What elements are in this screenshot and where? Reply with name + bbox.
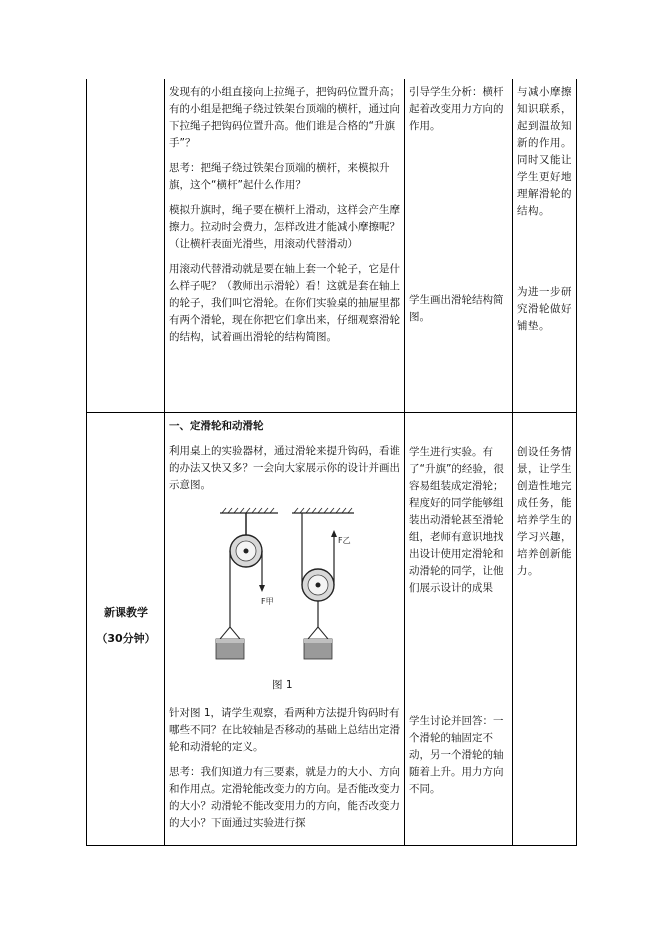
- row1-student-cell: [409, 84, 509, 141]
- row2-student-cell: [409, 444, 509, 603]
- column-divider-3: [512, 79, 513, 846]
- teacher-paragraph: 发现有的小组直接向上拉绳子，把钩码位置升高；有的小组是把绳子绕过铁架台顶端的横杆，通过向下拉绳子把钩码位置升高。他们谁是合格的“升旗手”？: [169, 86, 400, 149]
- intent-paragraph: 为进一步研究滑轮做好铺垫。: [517, 286, 572, 332]
- student-paragraph: 引导学生分析：横杆起着改变用力方向的作用。: [409, 86, 504, 132]
- column-divider-1: [164, 79, 165, 846]
- fixed-pulley: [230, 513, 265, 627]
- row-divider: [86, 412, 577, 413]
- force-label-fixed: F甲: [261, 597, 274, 606]
- pulley-figure: [212, 505, 362, 667]
- student-paragraph: 学生讨论并回答：一个滑轮的轴固定不动，另一个滑轮的轴随着上升。用力方向不同。: [409, 715, 504, 795]
- fixed-pulley-weight: [216, 627, 244, 659]
- teacher-paragraph: 针对图 1，请学生观察，看两种方法提升钩码时有哪些不同？在比较轴是否移动的基础上总结出定滑轮和动滑轮的定义。: [169, 707, 400, 753]
- stage-label: [88, 600, 164, 652]
- moving-pulley-weight: [304, 627, 332, 659]
- teacher-paragraph: 思考：把绳子绕过铁架台顶端的横杆，来模拟升旗，这个“横杆”起什么作用？: [169, 162, 390, 191]
- stage-time: （30分钟）: [96, 632, 156, 645]
- student-paragraph: 学生画出滑轮结构简图。: [409, 294, 504, 323]
- teacher-paragraph: 思考：我们知道力有三要素，就是力的大小、方向和作用点。定滑轮能改变力的方向。是否能改变力的大小？动滑轮不能改变用力的方向，能否改变力的大小？下面通过实验进行探: [169, 766, 400, 829]
- moving-pulley-ceiling: [292, 508, 354, 513]
- teacher-paragraph: 利用桌上的实验器材，通过滑轮来提升钩码，看谁的办法又快又多？一会向大家展示你的设计并画出示意图。: [169, 445, 400, 491]
- column-divider-2: [404, 79, 405, 846]
- force-label-moving: F乙: [338, 536, 351, 545]
- row1-teacher-cell: [169, 84, 400, 352]
- teacher-paragraph: 模拟升旗时，绳子要在横杆上滑动，这样会产生摩擦力。拉动时会费力，怎样改进才能减小摩擦呢？（让横杆表面光滑些，用滚动代替滑动）: [169, 204, 400, 250]
- intent-paragraph: 与减小摩擦知识联系，起到温故知新的作用。同时又能让学生更好地理解滑轮的结构。: [517, 86, 572, 217]
- teacher-paragraph: 用滚动代替滑动就是要在轴上套一个轮子，它是什么样子呢？（教师出示滑轮）看！这就是套在轴上的轮子，我们叫它滑轮。在你们实验桌的抽屉里都有两个滑轮，现在你把它们拿出来，仔细观察滑轮的结构，试着画出滑轮的结构简图。: [169, 263, 400, 343]
- row2-teacher-after-figure: [169, 705, 400, 838]
- table-border-bottom: [86, 845, 577, 846]
- student-paragraph: 学生进行实验。有了“升旗”的经验，很容易组装成定滑轮；程度好的同学能够组装出动滑轮甚至滑轮组，老师有意识地找出设计使用定滑轮和动滑轮的同学，让他们展示设计的成果: [409, 446, 504, 594]
- row1-intent-cell: [517, 84, 573, 226]
- table-border-left: [86, 79, 87, 846]
- row1-intent-cell-2: [517, 284, 573, 341]
- figure-caption: 图 1: [272, 679, 293, 691]
- row2-intent-cell: [517, 444, 573, 586]
- fixed-pulley-ceiling: [220, 508, 278, 513]
- intent-paragraph: 创设任务情景，让学生创造性地完成任务，能培养学生的学习兴趣，培养创新能力。: [517, 446, 572, 577]
- row1-student-cell-2: [409, 292, 509, 332]
- stage-title: 新课教学: [104, 606, 148, 619]
- moving-pulley: [302, 513, 337, 627]
- table-border-right: [576, 79, 577, 846]
- row2-student-cell-2: [409, 713, 509, 804]
- row2-teacher-cell: [169, 418, 400, 500]
- section-heading: 一、定滑轮和动滑轮: [169, 420, 264, 432]
